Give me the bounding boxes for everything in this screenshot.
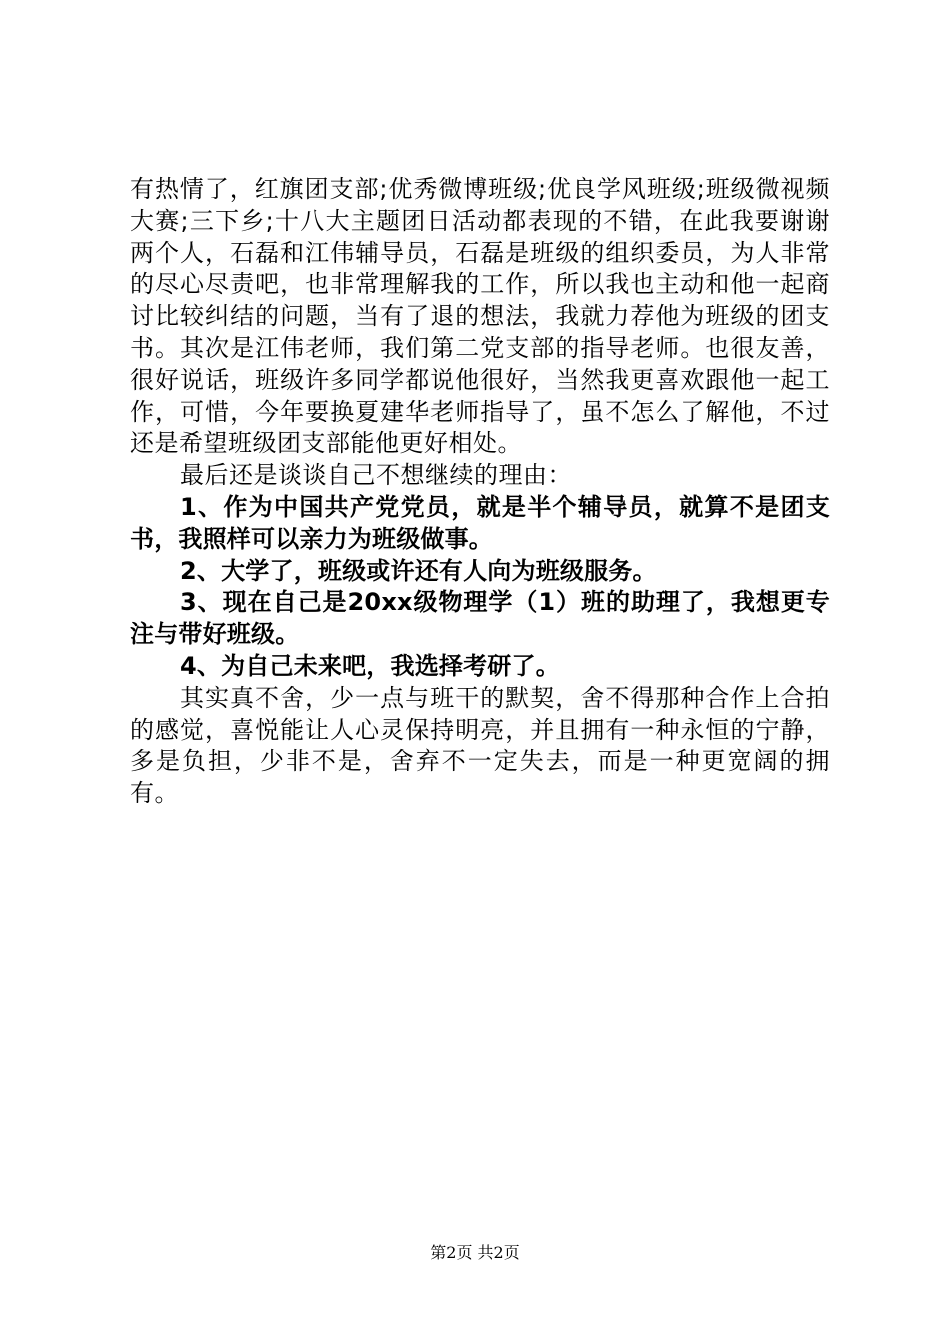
reason-item-3: 3、现在自己是20xx级物理学（1）班的助理了，我想更专注与带好班级。	[130, 588, 830, 649]
paragraph-closing: 其实真不舍，少一点与班干的默契，舍不得那种合作上合拍的感觉，喜悦能让人心灵保持明亮，并且拥有一种永恒的宁静，多是负担，少非不是，舍弃不一定失去，而是一种更宽阔的拥有。	[130, 683, 830, 808]
document-body	[130, 174, 830, 810]
page-number-footer: 第2页 共2页	[430, 1243, 520, 1262]
reason-item-1: 1、作为中国共产党党员，就是半个辅导员，就算不是团支书，我照样可以亲力为班级做事。	[130, 492, 830, 553]
reason-item-4: 4、为自己未来吧，我选择考研了。	[180, 651, 560, 680]
paragraph-reasons-intro: 最后还是谈谈自己不想继续的理由：	[180, 461, 572, 490]
paragraph-continuation: 有热情了，红旗团支部;优秀微博班级;优良学风班级;班级微视频大赛;三下乡;十八大主题团日活动都表现的不错，在此我要谢谢两个人，石磊和江伟辅导员，石磊是班级的组织委员，为人非常的尽心尽责吧，也非常理解我的工作，所以我也主动和他一起商讨比较纠结的问题，当有了退的想法，我就力荐他为班级的团支书。其次是江伟老师，我们第二党支部的指导老师。也很友善，很好说话，班级许多同学都说他很好，当然我更喜欢跟他一起工作，可惜，今年要换夏建华老师指导了，虽不怎么了解他，不过还是希望班级团支部能他更好相处。	[130, 175, 830, 458]
reason-item-2: 2、大学了，班级或许还有人向为班级服务。	[180, 556, 657, 585]
